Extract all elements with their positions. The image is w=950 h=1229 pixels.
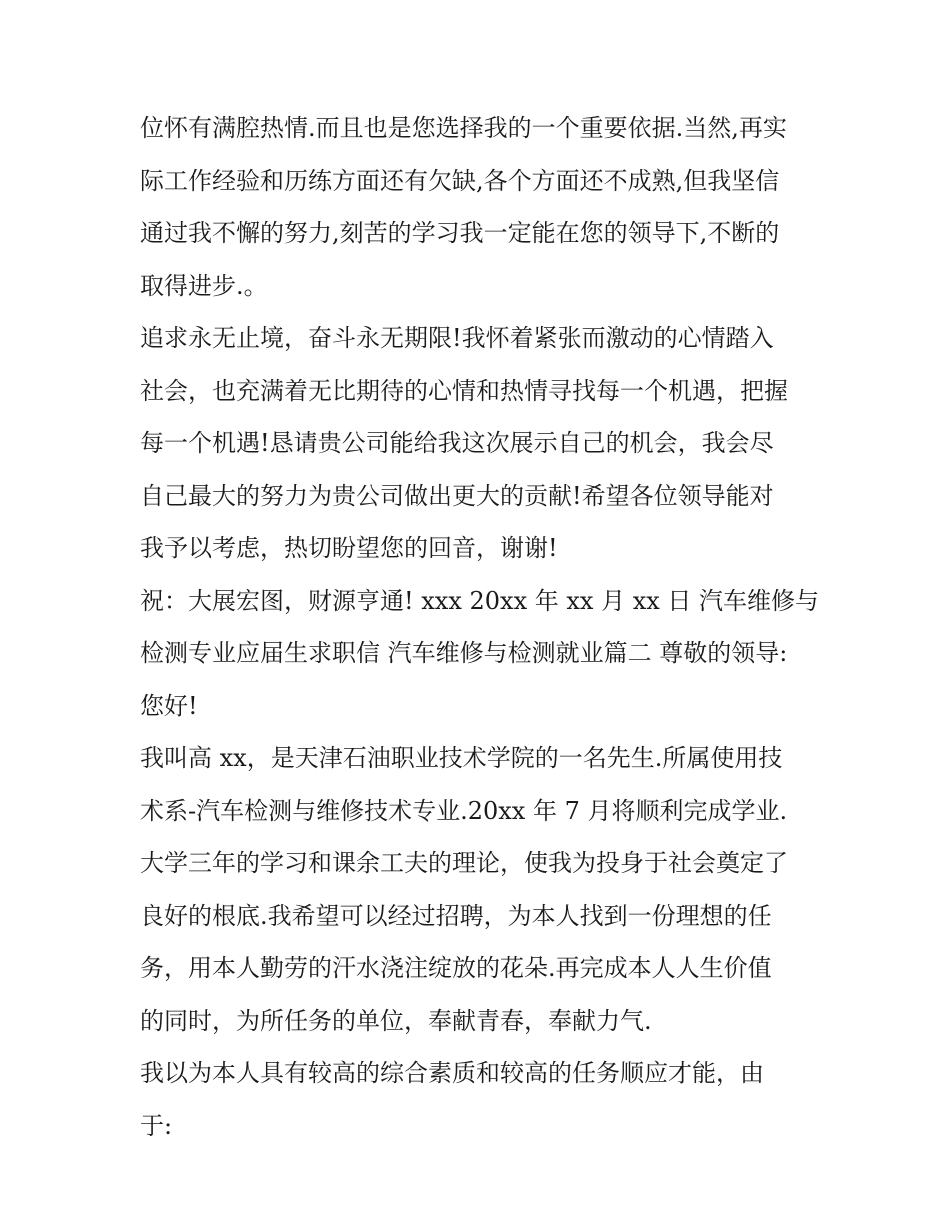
text-line: 我以为本人具有较高的综合素质和较高的任务顺应才能，由 — [140, 1059, 764, 1087]
text-line: 祝：大展宏图，财源亨通! xxx 20xx 年 xx 月 xx 日 汽车维修与 — [140, 586, 820, 615]
text-line: 际工作经验和历练方面还有欠缺,各个方面还不成熟,但我坚信 — [140, 166, 780, 195]
text-line: 自己最大的努力为贵公司做出更大的贡献!希望各位领导能对 — [140, 481, 774, 510]
body-text — [140, 102, 830, 1152]
text-line: 取得进步.。 — [140, 271, 268, 300]
text-line: 检测专业应届生求职信 汽车维修与检测就业篇二 尊敬的领导: — [140, 639, 788, 667]
text-line: 良好的根底.我希望可以经过招聘，为本人找到一份理想的任 — [140, 901, 772, 930]
text-line: 我叫高 xx，是天津石油职业技术学院的一名先生.所属使用技 — [140, 744, 783, 772]
text-line: 您好! — [140, 691, 198, 720]
text-line: 通过我不懈的努力,刻苦的学习我一定能在您的领导下,不断的 — [140, 219, 780, 247]
text-line: 于: — [140, 1111, 173, 1140]
text-line: 务，用本人勤劳的汗水浇注绽放的花朵.再完成本人人生价值 — [140, 954, 772, 982]
text-line: 我予以考虑，热切盼望您的回音，谢谢! — [140, 534, 558, 562]
text-line: 追求永无止境，奋斗永无期限!我怀着紧张而激动的心情踏入 — [140, 324, 774, 352]
text-line: 每一个机遇!恳请贵公司能给我这次展示自己的机会，我会尽 — [140, 429, 774, 457]
text-line: 大学三年的学习和课余工夫的理论，使我为投身于社会奠定了 — [140, 849, 788, 877]
text-line: 术系-汽车检测与维修技术专业.20xx 年 7 月将顺利完成学业. — [140, 796, 788, 825]
text-line: 社会，也充满着无比期待的心情和热情寻找每一个机遇，把握 — [140, 376, 788, 405]
text-line: 的同时，为所任务的单位，奉献青春，奉献力气. — [140, 1006, 652, 1035]
text-line: 位怀有满腔热情.而且也是您选择我的一个重要依据.当然,再实 — [140, 114, 787, 142]
